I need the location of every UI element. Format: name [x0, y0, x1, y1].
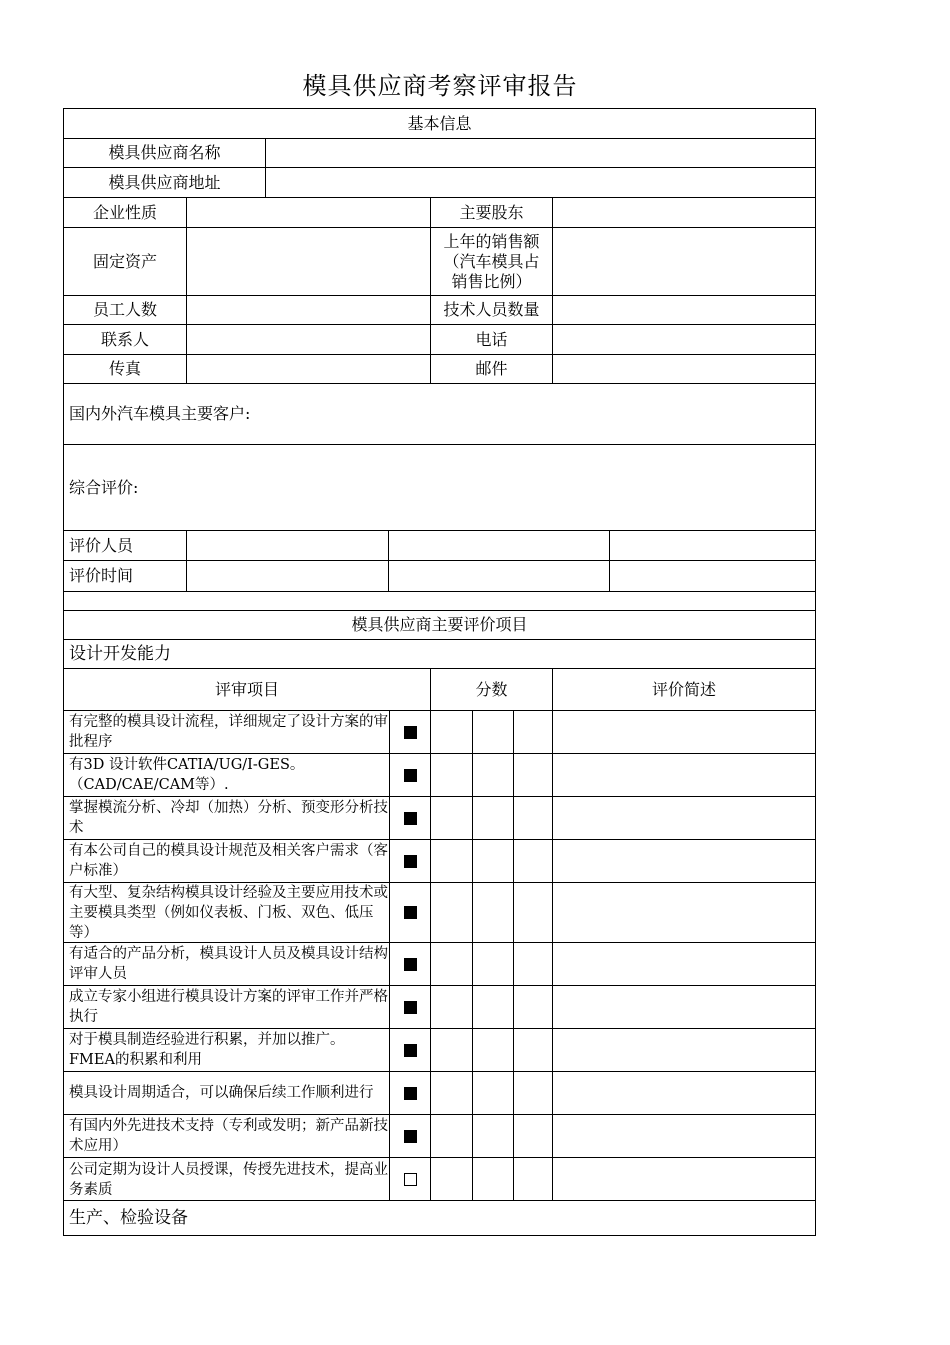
score-cell-3[interactable] — [513, 839, 553, 883]
main-customers-label: 国内外汽车模具主要客户: — [69, 404, 251, 423]
eval-item-checkbox-cell[interactable] — [389, 1114, 431, 1158]
eval-description-cell[interactable] — [552, 753, 816, 797]
score-cell-1[interactable] — [430, 1157, 473, 1202]
eval-item-text: 有3D 设计软件CATIA/UG/I-GES。（CAD/CAE/CAM等）. — [63, 753, 390, 797]
supplier-name-label: 模具供应商名称 — [63, 138, 266, 168]
eval-item-checkbox-cell[interactable] — [389, 796, 431, 840]
phone-label: 电话 — [430, 324, 553, 355]
fixed-assets-label: 固定资产 — [63, 227, 187, 296]
checkbox-checked-icon[interactable] — [404, 1087, 417, 1100]
score-cell-3[interactable] — [513, 882, 553, 943]
eval-description-cell[interactable] — [552, 1114, 816, 1158]
eval-item-checkbox-cell[interactable] — [389, 882, 431, 943]
checkbox-checked-icon[interactable] — [404, 855, 417, 868]
main-eval-heading: 模具供应商主要评价项目 — [63, 610, 816, 640]
last-year-sales-label: 上年的销售额（汽车模具占销售比例） — [430, 227, 553, 296]
score-cell-2[interactable] — [472, 942, 514, 986]
score-cell-1[interactable] — [430, 1071, 473, 1115]
score-cell-2[interactable] — [472, 882, 514, 943]
score-cell-1[interactable] — [430, 710, 473, 754]
col-header-score: 分数 — [430, 668, 553, 711]
score-cell-1[interactable] — [430, 839, 473, 883]
score-cell-2[interactable] — [472, 985, 514, 1029]
eval-item-checkbox-cell[interactable] — [389, 1028, 431, 1072]
score-cell-1[interactable] — [430, 882, 473, 943]
score-cell-1[interactable] — [430, 942, 473, 986]
score-cell-2[interactable] — [472, 1114, 514, 1158]
eval-description-cell[interactable] — [552, 796, 816, 840]
supplier-address-field[interactable] — [265, 167, 816, 198]
main-customers-field[interactable] — [63, 383, 816, 445]
score-cell-3[interactable] — [513, 985, 553, 1029]
score-cell-1[interactable] — [430, 1114, 473, 1158]
email-label: 邮件 — [430, 354, 553, 384]
eval-item-checkbox-cell[interactable] — [389, 1157, 431, 1202]
last-year-sales-field[interactable] — [552, 227, 816, 296]
eval-description-cell[interactable] — [552, 1071, 816, 1115]
checkbox-checked-icon[interactable] — [404, 1001, 417, 1014]
phone-field[interactable] — [552, 324, 816, 355]
score-cell-3[interactable] — [513, 1114, 553, 1158]
checkbox-checked-icon[interactable] — [404, 906, 417, 919]
eval-item-checkbox-cell[interactable] — [389, 1071, 431, 1115]
score-cell-3[interactable] — [513, 942, 553, 986]
score-cell-3[interactable] — [513, 796, 553, 840]
eval-time-field-2[interactable] — [388, 560, 610, 592]
fixed-assets-field[interactable] — [186, 227, 431, 296]
eval-item-text: 有适合的产品分析，模具设计人员及模具设计结构评审人员 — [63, 942, 390, 986]
overall-eval-label: 综合评价: — [69, 477, 139, 497]
checkbox-checked-icon[interactable] — [404, 769, 417, 782]
fax-label: 传真 — [63, 354, 187, 384]
score-cell-2[interactable] — [472, 1071, 514, 1115]
score-cell-3[interactable] — [513, 1157, 553, 1202]
eval-item-text: 成立专家小组进行模具设计方案的评审工作并严格执行 — [63, 985, 390, 1029]
eval-description-cell[interactable] — [552, 1028, 816, 1072]
eval-time-field-3[interactable] — [609, 560, 816, 592]
email-field[interactable] — [552, 354, 816, 384]
eval-description-cell[interactable] — [552, 985, 816, 1029]
eval-time-field-1[interactable] — [186, 560, 389, 592]
eval-description-cell[interactable] — [552, 942, 816, 986]
checkbox-checked-icon[interactable] — [404, 1044, 417, 1057]
eval-item-text: 对于模具制造经验进行积累，并加以推广。FMEA的积累和利用 — [63, 1028, 390, 1072]
page-title: 模具供应商考察评审报告 — [302, 72, 578, 100]
score-cell-1[interactable] — [430, 796, 473, 840]
score-cell-2[interactable] — [472, 1028, 514, 1072]
evaluator-field-2[interactable] — [388, 530, 610, 561]
technicians-field[interactable] — [552, 295, 816, 325]
eval-item-checkbox-cell[interactable] — [389, 942, 431, 986]
evaluator-field-3[interactable] — [609, 530, 816, 561]
score-cell-1[interactable] — [430, 985, 473, 1029]
eval-item-text: 公司定期为设计人员授课，传授先进技术，提高业务素质 — [63, 1157, 390, 1202]
eval-item-text: 模具设计周期适合，可以确保后续工作顺利进行 — [63, 1071, 390, 1115]
enterprise-nature-label: 企业性质 — [63, 197, 187, 228]
spacer-row — [63, 591, 816, 611]
eval-time-label: 评价时间 — [63, 560, 187, 592]
main-shareholder-field[interactable] — [552, 197, 816, 228]
score-cell-3[interactable] — [513, 1028, 553, 1072]
employees-field[interactable] — [186, 295, 431, 325]
contact-label: 联系人 — [63, 324, 187, 355]
eval-item-text: 有完整的模具设计流程，详细规定了设计方案的审批程序 — [63, 710, 390, 754]
contact-field[interactable] — [186, 324, 431, 355]
col-header-item: 评审项目 — [63, 668, 431, 711]
score-cell-2[interactable] — [472, 753, 514, 797]
score-cell-3[interactable] — [513, 1071, 553, 1115]
score-cell-3[interactable] — [513, 753, 553, 797]
eval-item-checkbox-cell[interactable] — [389, 710, 431, 754]
eval-item-checkbox-cell[interactable] — [389, 753, 431, 797]
score-cell-2[interactable] — [472, 710, 514, 754]
eval-item-text: 有国内外先进技术支持（专利或发明；新产品新技术应用） — [63, 1114, 390, 1158]
fax-field[interactable] — [186, 354, 431, 384]
employees-label: 员工人数 — [63, 295, 187, 325]
score-cell-2[interactable] — [472, 1157, 514, 1202]
supplier-name-field[interactable] — [265, 138, 816, 168]
checkbox-checked-icon[interactable] — [404, 1130, 417, 1143]
score-cell-2[interactable] — [472, 839, 514, 883]
eval-item-text: 有本公司自己的模具设计规范及相关客户需求（客户标准） — [63, 839, 390, 883]
enterprise-nature-field[interactable] — [186, 197, 431, 228]
eval-description-cell[interactable] — [552, 710, 816, 754]
technicians-label: 技术人员数量 — [430, 295, 553, 325]
evaluators-label: 评价人员 — [63, 530, 187, 561]
col-header-description: 评价简述 — [552, 668, 816, 711]
score-cell-3[interactable] — [513, 710, 553, 754]
checkbox-checked-icon[interactable] — [404, 958, 417, 971]
eval-description-cell[interactable] — [552, 839, 816, 883]
eval-item-text: 有大型、复杂结构模具设计经验及主要应用技术或主要模具类型（例如仪表板、门板、双色、低压等） — [63, 882, 390, 943]
eval-description-cell[interactable] — [552, 882, 816, 943]
eval-item-checkbox-cell[interactable] — [389, 839, 431, 883]
section-design-capability: 设计开发能力 — [63, 639, 816, 669]
score-cell-2[interactable] — [472, 796, 514, 840]
eval-item-checkbox-cell[interactable] — [389, 985, 431, 1029]
basic-info-heading: 基本信息 — [63, 108, 816, 139]
section-production-equipment: 生产、检验设备 — [63, 1200, 816, 1236]
eval-item-text: 掌握模流分析、冷却（加热）分析、预变形分析技术 — [63, 796, 390, 840]
score-cell-1[interactable] — [430, 1028, 473, 1072]
eval-description-cell[interactable] — [552, 1157, 816, 1202]
score-cell-1[interactable] — [430, 753, 473, 797]
overall-eval-field[interactable] — [63, 444, 816, 531]
checkbox-unchecked-icon[interactable] — [404, 1173, 417, 1186]
checkbox-checked-icon[interactable] — [404, 812, 417, 825]
evaluator-field-1[interactable] — [186, 530, 389, 561]
main-shareholder-label: 主要股东 — [430, 197, 553, 228]
supplier-address-label: 模具供应商地址 — [63, 167, 266, 198]
checkbox-checked-icon[interactable] — [404, 726, 417, 739]
